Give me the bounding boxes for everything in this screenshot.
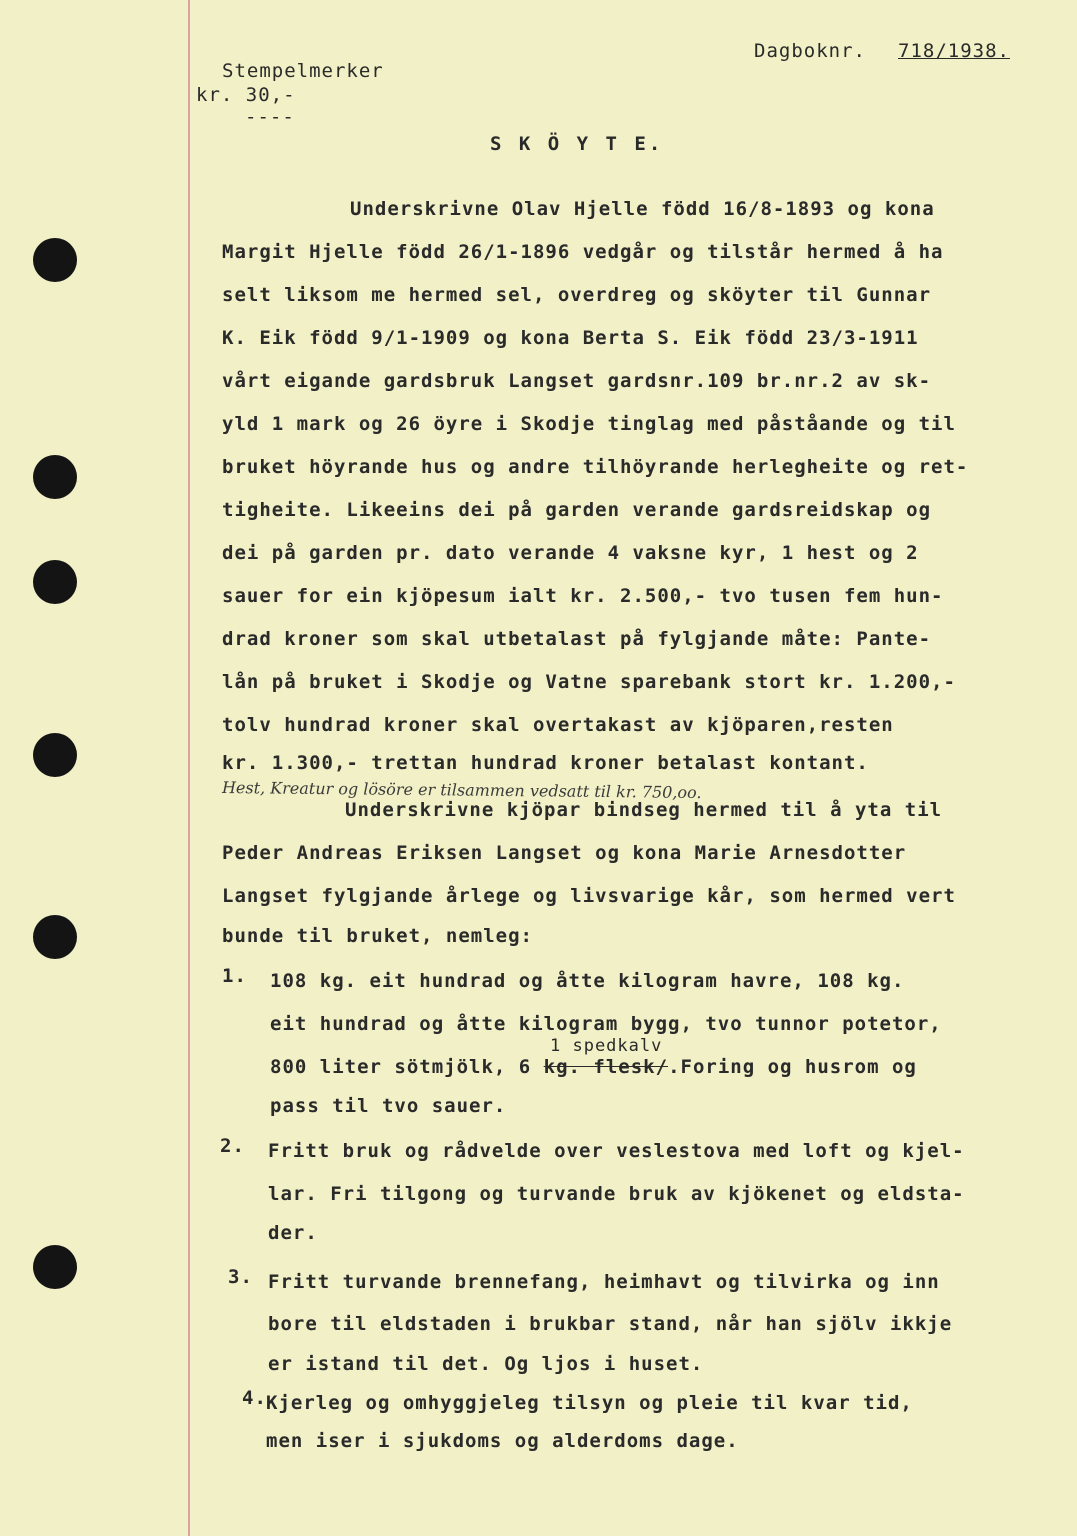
item-line: er istand til det. Og ljos i huset. [268,1353,704,1375]
punch-hole [33,915,77,959]
stamp-label: Stempelmerker [222,60,384,82]
item-number: 3. [228,1266,253,1288]
item-line-start: 800 liter sötmjölk, 6 [270,1056,532,1078]
punch-hole [33,455,77,499]
body-line: Underskrivne Olav Hjelle född 16/8-1893 og kona [350,198,935,220]
item-line: Fritt turvande brennefang, heimhavt og tilvirka og inn [268,1271,940,1293]
item-line: der. [268,1222,318,1244]
handwritten-note: Hest, Kreatur og lösöre er tilsammen vedsatt til kr. 750,oo. [221,778,702,803]
body-line: bunde til bruket, nemleg: [222,925,533,947]
item-number: 4. [242,1387,267,1409]
stamp-dash: ---- [245,106,295,128]
body-line: tolv hundrad kroner skal overtakast av kjöparen,resten [222,714,894,736]
body-line: lån på bruket i Skodje og Vatne sparebank stort kr. 1.200,- [222,671,956,693]
stamp-amount: kr. 30,- [196,84,296,106]
body-line: K. Eik född 9/1-1909 og kona Berta S. Eik född 23/3-1911 [222,327,919,349]
punch-hole [33,560,77,604]
item-line: lar. Fri tilgong og turvande bruk av kjökenet og eldsta- [268,1183,965,1205]
item-line: Kjerleg og omhyggjeleg tilsyn og pleie til kvar tid, [266,1392,913,1414]
journal-label: Dagboknr. [754,40,866,62]
item-line [270,1056,917,1078]
item-line-end: .Foring og husrom og [668,1056,917,1078]
body-line: Underskrivne kjöpar bindseg hermed til å yta til [345,799,943,821]
punch-hole [33,733,77,777]
body-line: drad kroner som skal utbetalast på fylgjande måte: Pante- [222,628,932,650]
body-line: dei på garden pr. dato verande 4 vaksne kyr, 1 hest og 2 [222,542,919,564]
body-line: selt liksom me hermed sel, overdreg og sköyter til Gunnar [222,284,932,306]
item-line: bore til eldstaden i brukbar stand, når han sjölv ikkje [268,1313,953,1335]
item-line: Fritt bruk og rådvelde over veslestova med loft og kjel- [268,1140,965,1162]
punch-hole [33,1245,77,1289]
punch-hole [33,238,77,282]
body-line: Peder Andreas Eriksen Langset og kona Marie Arnesdotter [222,842,907,864]
item-line: eit hundrad og åtte kilogram bygg, tvo tunnor potetor, [270,1013,942,1035]
body-line: bruket höyrande hus og andre tilhöyrande herlegheite og ret- [222,456,969,478]
struck-text: kg. flesk/ [543,1056,669,1078]
body-line: kr. 1.300,- trettan hundrad kroner betalast kontant. [222,752,869,774]
body-line: tigheite. Likeeins dei på garden verande gardsreidskap og [222,499,932,521]
body-line: vårt eigande gardsbruk Langset gardsnr.109 br.nr.2 av sk- [222,370,932,392]
journal-number: 718/1938. [898,40,1010,62]
body-line: Langset fylgjande årlege og livsvarige kår, som hermed vert [222,885,956,907]
body-line: yld 1 mark og 26 öyre i Skodje tinglag med påståande og til [222,413,956,435]
item-insertion: 1 spedkalv [550,1036,663,1056]
margin-line [188,0,190,1536]
item-number: 1. [222,965,247,987]
item-number: 2. [220,1135,245,1157]
body-line: sauer for ein kjöpesum ialt kr. 2.500,- tvo tusen fem hun- [222,585,944,607]
body-line: Margit Hjelle född 26/1-1896 vedgår og tilstår hermed å ha [222,241,944,263]
item-line: men iser i sjukdoms og alderdoms dage. [266,1430,739,1452]
item-line: pass til tvo sauer. [270,1095,507,1117]
document-title: S K Ö Y T E. [490,133,664,155]
item-line: 108 kg. eit hundrad og åtte kilogram havre, 108 kg. [270,970,905,992]
